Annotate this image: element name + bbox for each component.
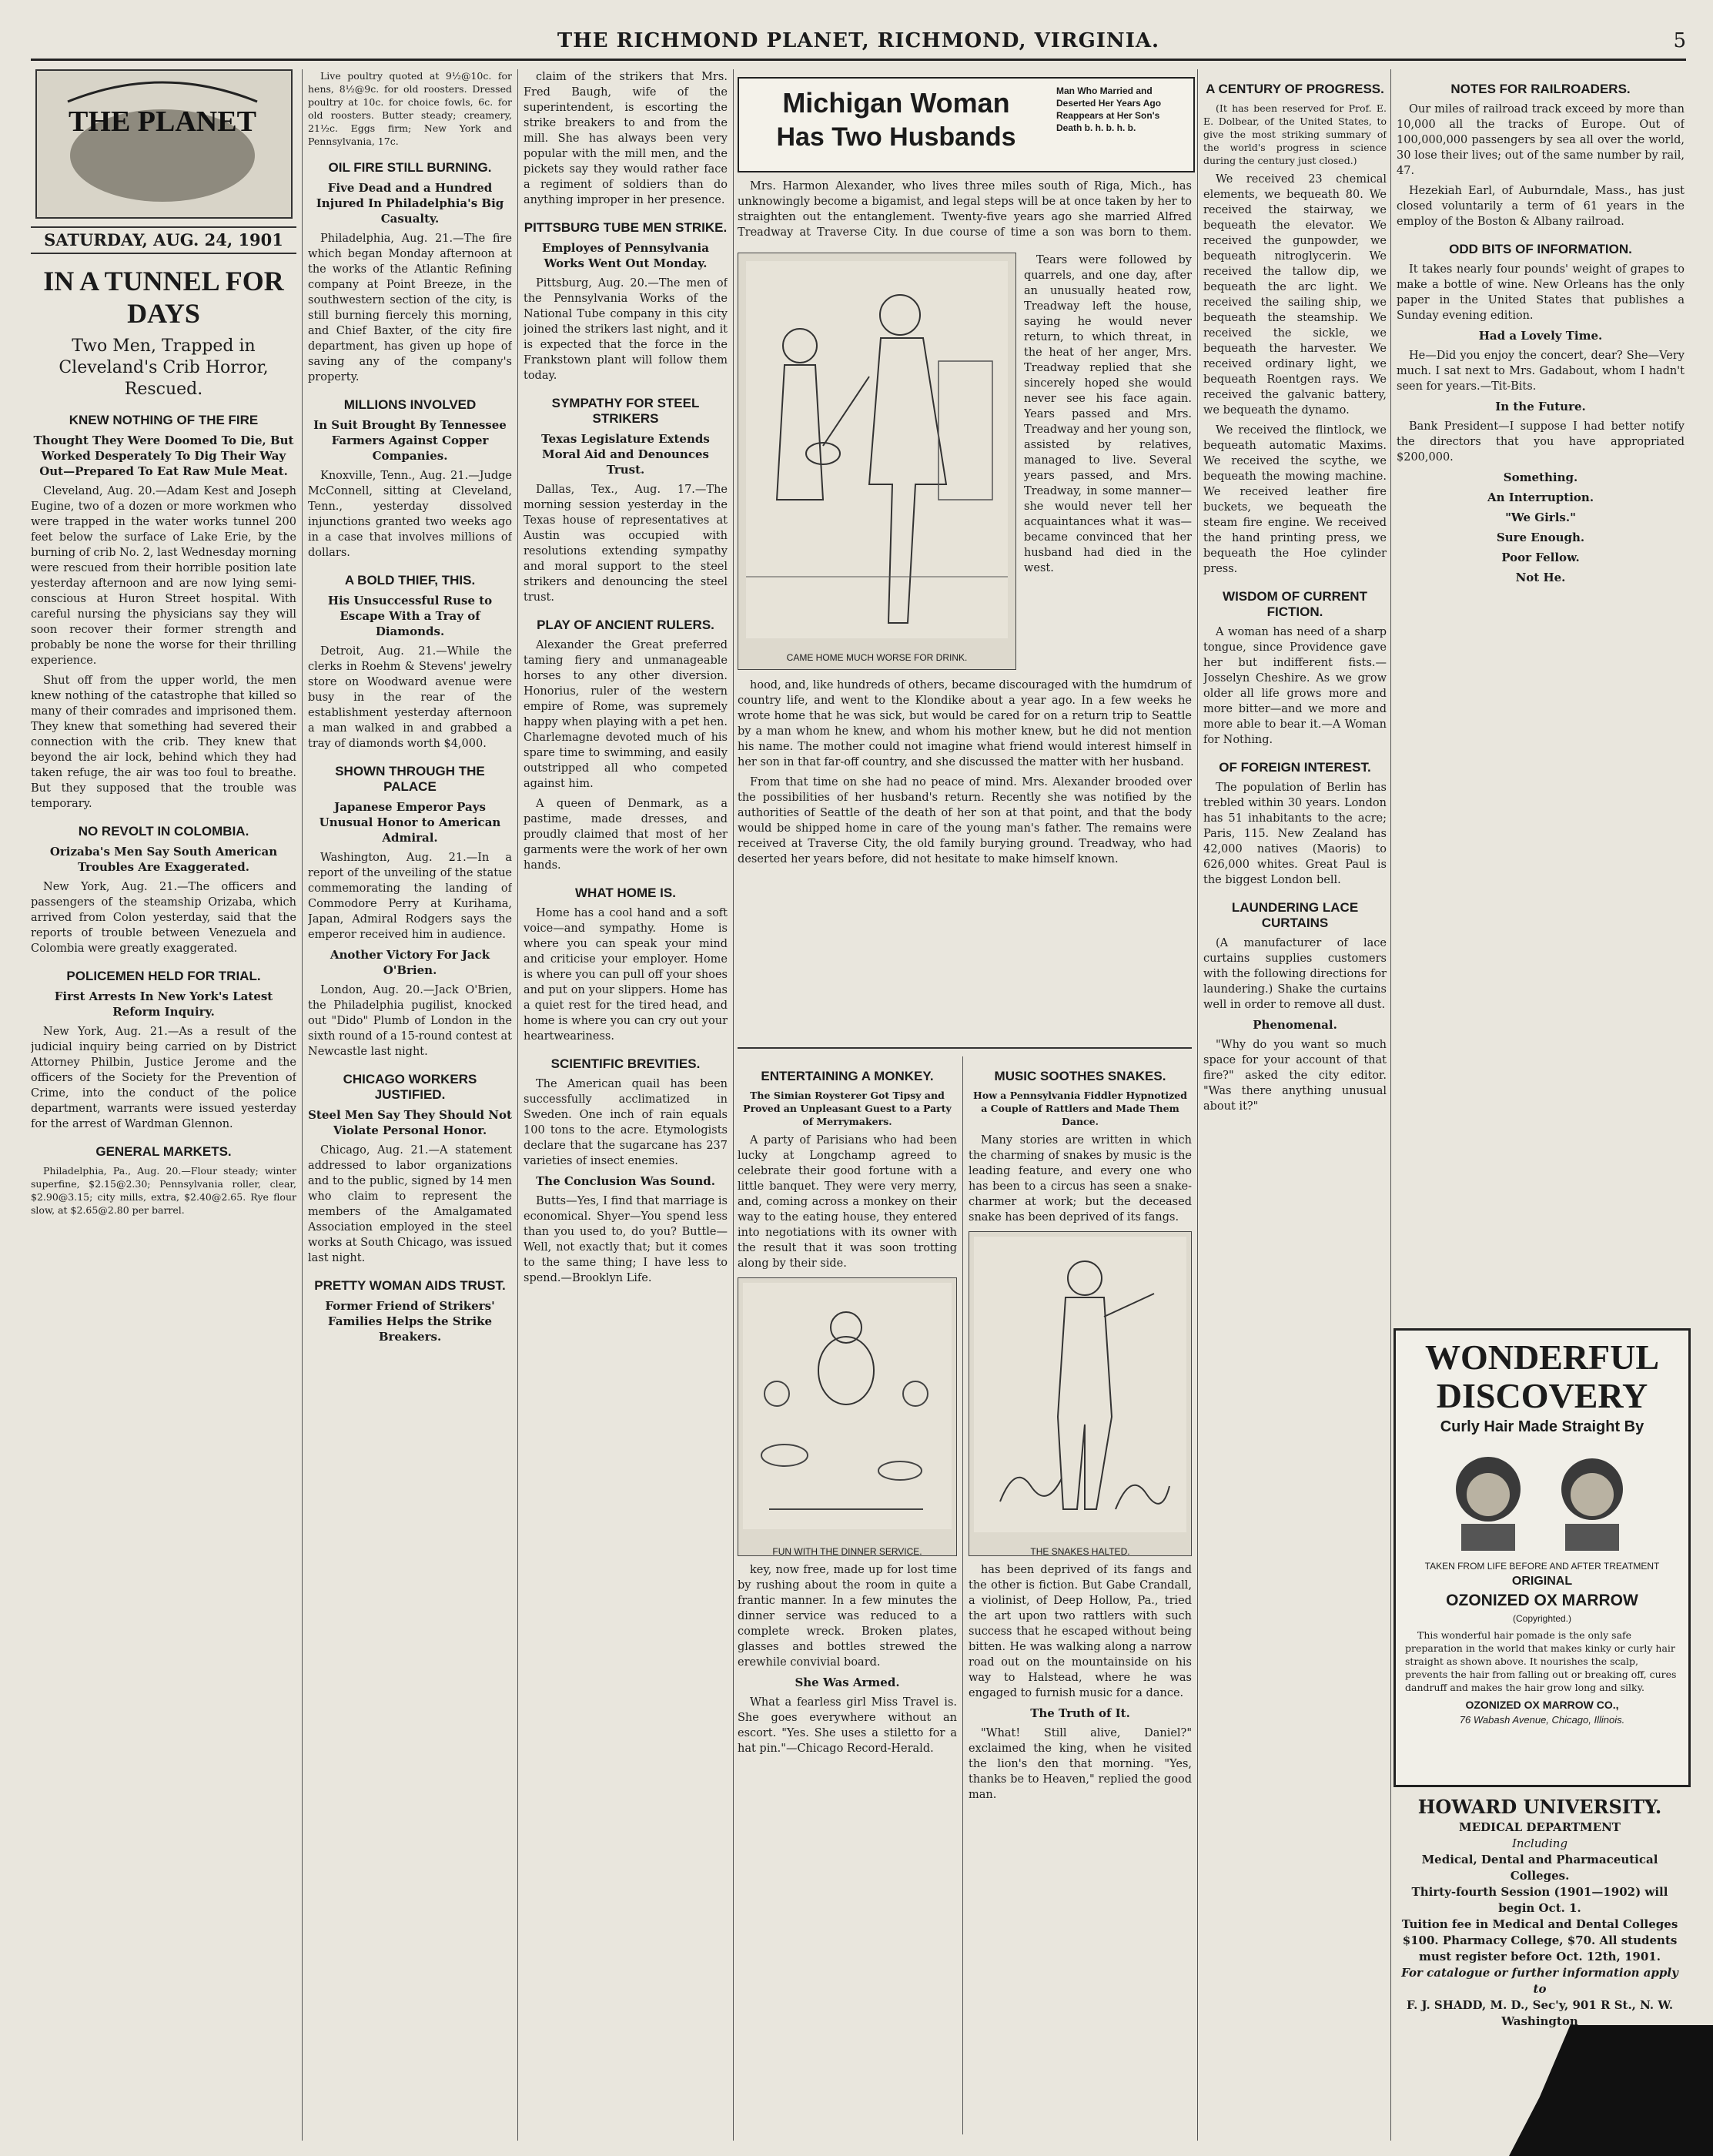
article-paragraph: (A manufacturer of lace curtains supplies customers with the following directions for laundering.) Shake the curtains well in order to remove all dust. — [1203, 937, 1387, 1011]
article-paragraph: Knoxville, Tenn., Aug. 21.—Judge McConnell, sitting at Cleveland, Tenn., yesterday dissolved injunctions granted two weeks ago in a case that involves millions of dollars. — [308, 470, 512, 559]
torn-page-corner — [1509, 2025, 1713, 2156]
article-paragraph: Cleveland, Aug. 20.—Adam Kest and Joseph Eugine, two of a dozen or more workmen who were trapped in the water works tunnel 200 feet below the surface of Lake Erie, by the burning of crib No. 2, last Wednesday morning were rescued from their horrible position late yesterday afternoon and are now lying semi-conscious at Huron Street hospital. With careful nursing the physicians say they will soon recover their former strength and probably be none the worse for their thrilling experience. — [31, 485, 296, 667]
headline-sympathy: SYMPATHY FOR STEEL STRIKERS — [551, 396, 700, 426]
deck-snakes: How a Pennsylvania Fiddler Hypnotized a Couple of Rattlers and Made Them Dance. — [973, 1090, 1187, 1127]
headline-interruption: An Interruption. — [1487, 490, 1594, 504]
masthead — [31, 26, 1686, 61]
article-paragraph: Philadelphia, Aug. 21.—The fire which began Monday afternoon at the works of the Atlantic Refining company at Point Breeze, in the southwestern section of the city, is still burning fiercely this morning, and Chief Baxter, of the city fire department, has given up hope of saving any of the company's property. — [308, 233, 512, 383]
progress-column — [1203, 69, 1387, 2141]
headline-foreign: OF FOREIGN INTEREST. — [1219, 760, 1371, 775]
deck-millions: In Suit Brought By Tennessee Farmers Against Copper Companies. — [313, 418, 507, 463]
before-after-portraits — [1396, 1439, 1684, 1555]
notes-column — [1397, 69, 1685, 1317]
column-3 — [524, 69, 728, 2141]
column-rule — [1197, 69, 1198, 2141]
headline-obrien: Another Victory For Jack O'Brien. — [330, 948, 490, 977]
article-paragraph: Dallas, Tex., Aug. 17.—The morning session yesterday in the Texas house of representatives at Austin was occupied with resolutions extending sympathy and moral support to the steel strikers and denouncing the steel trust. — [524, 484, 728, 604]
headline-lovely-time: Had a Lovely Time. — [1478, 329, 1603, 343]
headline-police: POLICEMEN HELD FOR TRIAL. — [66, 969, 261, 983]
ad-caption: TAKEN FROM LIFE BEFORE AND AFTER TREATMENT — [1424, 1561, 1660, 1572]
deck-oil-fire: Five Dead and a Hundred Injured In Philadelphia's Big Casualty. — [316, 181, 504, 226]
subhead-tunnel: Two Men, Trapped in Cleveland's Crib Horror, Rescued. — [59, 336, 269, 399]
drunk-man-illustration — [738, 253, 1016, 670]
banner-line-2: Has Two Husbands — [776, 122, 1016, 152]
headline-workers: CHICAGO WORKERS JUSTIFIED. — [343, 1072, 477, 1102]
deck-thief: His Unsuccessful Ruse to Escape With a Tray of Diamonds. — [327, 594, 493, 638]
column-rule — [733, 69, 734, 2141]
article-paragraph: The population of Berlin has trebled within 30 years. London has 51 inhabitants to the acre; Paris, 115. New Zealand has 42,000 natives (Maoris) to 626,000 whites. Great Paul is the biggest London bell. — [1203, 782, 1387, 886]
michigan-side-column — [1024, 253, 1192, 668]
headline-palace: SHOWN THROUGH THE PALACE — [335, 764, 485, 794]
michigan-banner — [738, 77, 1195, 172]
headline-sure-enough: Sure Enough. — [1496, 531, 1585, 544]
planet-logo — [35, 69, 293, 219]
headline-oil-fire: OIL FIRE STILL BURNING. — [328, 160, 492, 175]
banner-line-1: Michigan Woman — [782, 87, 1010, 119]
logo-text: THE PLANET — [68, 105, 256, 138]
column-rule — [302, 69, 303, 2141]
article-paragraph: A queen of Denmark, as a pastime, made dresses, and proudly claimed that most of her garments were the work of her own hands. — [524, 798, 728, 872]
headline-conclusion: The Conclusion Was Sound. — [536, 1174, 715, 1188]
column-2 — [308, 69, 512, 2141]
masthead-title: THE RICHMOND PLANET, RICHMOND, VIRGINIA. — [557, 29, 1160, 52]
howard-name: HOWARD UNIVERSITY. — [1417, 1796, 1662, 1818]
howard-university-advertisement — [1393, 1794, 1686, 2028]
deck-woman: Former Friend of Strikers' Families Helps the Strike Breakers. — [325, 1299, 495, 1344]
headline-not-he: Not He. — [1515, 571, 1566, 584]
article-paragraph: Bank President—I suppose I had better notify the directors that you have appropriated $200,000. — [1397, 420, 1685, 464]
article-paragraph: Alexander the Great preferred taming fiery and unmanageable horses to any other diversion. Honorius, ruler of the western empire of Rome, was supremely happy when playing with a pet hen. Charlemagne devoted much of his spare time to swimming, and easily outstripped all who competed against him. — [524, 639, 728, 790]
headline-snakes: MUSIC SOOTHES SNAKES. — [994, 1069, 1166, 1083]
howard-dept: MEDICAL DEPARTMENT — [1459, 1820, 1621, 1834]
deck-palace: Japanese Emperor Pays Unusual Honor to American Admiral. — [319, 800, 501, 845]
article-paragraph: has been deprived of its fangs and the other is fiction. But Gabe Crandall, a violinist, of Deep Hollow, Pa., tried the art upon two rattlers with such success that he escaped without being bitten. He was walking along a narrow road out on the mountainside on his way to Halstead, where he was engaged to furnish music for a dance. — [969, 1564, 1192, 1699]
howard-tuition: Tuition fee in Medical and Dental Colleges $100. Pharmacy College, $70. All students must register before Oct. 12th, 1901. — [1401, 1917, 1678, 1964]
article-paragraph: Detroit, Aug. 21.—While the clerks in Roehm & Stevens' jewelry store on Woodward avenue were busy in the rear of the establishment yesterday afternoon a man walked in and grabbed a tray of diamonds worth $4,000. — [308, 645, 512, 750]
monkey-caption: FUN WITH THE DINNER SERVICE. — [772, 1546, 922, 1557]
article-paragraph: We received 23 chemical elements, we bequeath 80. We received the stairway, we bequeath the elevator. We received the gunpowder, we bequeath nitroglycerin. We received the tallow dip, we bequeath the arc light. We received the sailing ship, we bequeath the steamship. We received the sickle, we bequeath the harvester. We received ordinary light, we bequeath Roentgen rays. We received the galvanic battery, we bequeath the dynamo. — [1203, 173, 1387, 417]
deck-thought-doomed: Thought They Were Doomed To Die, But Worked Desperately To Dig Their Way Out—Prepared To Eat Raw Mule Meat. — [33, 434, 294, 478]
column-rule — [962, 1056, 963, 2134]
headline-millions: MILLIONS INVOLVED — [343, 397, 477, 412]
snakes-caption: THE SNAKES HALTED. — [1030, 1546, 1130, 1557]
article-paragraph: Hezekiah Earl, of Auburndale, Mass., has just closed voluntarily a term of 61 years in the employ of the Boston & Albany railroad. — [1397, 185, 1685, 228]
article-paragraph: It takes nearly four pounds' weight of grapes to make a bottle of wine. New Orleans has the only paper in the United States that publishes a Sunday evening edition. — [1397, 263, 1685, 322]
monkey-drawing — [738, 1278, 956, 1536]
ad-subtitle: Curly Hair Made Straight By — [1440, 1418, 1644, 1435]
article-paragraph: "What! Still alive, Daniel?" exclaimed the king, when he visited the lion's den that morning. "Yes, thanks be to Heaven," replied the good man. — [969, 1727, 1192, 1801]
section-divider — [738, 1047, 1192, 1049]
ad-title: WONDERFUL DISCOVERY — [1424, 1337, 1660, 1415]
article-paragraph: "Why do you want so much space for your account of that fire?" asked the city editor. "Was there anything unusual about it?" — [1203, 1039, 1387, 1113]
article-paragraph: Tears were followed by quarrels, and one day, after an unusually heated row, Treadway left the house, saying he would never return, to which threat, in the heat of her anger, Mrs. Treadway replied that she sincerely hoped she would never see his face again. Years passed and Mrs. Treadway and her young son, assisted by relatives, managed to live. Several years passed, and Mrs. Treadway, in some manner—she would never tell her acquaintances what it was—became convinced that her husband had died in the west. — [1024, 254, 1192, 574]
headline-rulers: PLAY OF ANCIENT RULERS. — [537, 618, 714, 632]
column-1 — [31, 69, 296, 2141]
headline-phenomenal: Phenomenal. — [1253, 1018, 1337, 1032]
article-paragraph: Live poultry quoted at 9½@10c. for hens, 8½@9c. for old roosters. Dressed poultry at 10c. for choice fowls, 6c. for old roosters. Butter steady; creamery, 21½c. Eggs firm; New York and Pennsylvania, 17c. — [308, 70, 512, 147]
article-paragraph: hood, and, like hundreds of others, became discouraged with the humdrum of country life, and went to the Klondike about a year ago. In a few weeks he wrote home that he was sick, but would be cared for on a return trip to Seattle by a man whom he knew, and whom his mother knew, but he did not mention his name. The mother could not imagine what friend would interest himself in her son in that far-off country, and she discussed the matter with her husband. — [738, 679, 1192, 768]
deck-workers: Steel Men Say They Should Not Violate Personal Honor. — [308, 1108, 512, 1137]
headline-railroaders: NOTES FOR RAILROADERS. — [1450, 82, 1631, 96]
ad-company: OZONIZED OX MARROW CO., — [1465, 1699, 1619, 1711]
column-rule — [1390, 69, 1391, 2141]
deck-monkey: The Simian Roysterer Got Tipsy and Proved an Unpleasant Guest to a Party of Merrymakers. — [743, 1090, 952, 1127]
article-paragraph: Pittsburg, Aug. 20.—The men of the Pennsylvania Works of the National Tube company in this city joined the strikers last night, and it is expected that the force in the Frankstown plant will follow them today. — [524, 277, 728, 382]
article-paragraph: Shut off from the upper world, the men knew nothing of the catastrophe that killed so many of their comrades and imprisoned them. They knew that something had severed their connection with the crib. They knew that beyond the air lock, behind which they had taken refuge, the air was too foul to breathe. But they supposed that the trouble was temporary. — [31, 675, 296, 810]
howard-contact: F. J. SHADD, M. D., Sec'y, 901 R St., N. W. Washington — [1406, 1998, 1674, 2028]
article-paragraph: London, Aug. 20.—Jack O'Brien, the Philadelphia pugilist, knocked out "Dido" Plumb of London in the sixth round of a 15-round contest at Newcastle last night. — [308, 984, 512, 1058]
article-paragraph: New York, Aug. 21.—The officers and passengers of the steamship Orizaba, which arrived from Colon yesterday, said that the reports of trouble between Venezuela and Colombia were greatly exaggerated. — [31, 881, 296, 955]
article-paragraph: From that time on she had no peace of mind. Mrs. Alexander brooded over the possibilities of her husband's return. Recently she was notified by the authorities of Seattle of the death of her son at that point, and that the body would be shipped home in care of the young man's father. The remains were received at Traverse City, the old family burying ground. Treadway, who had deserted her years before, did not hesitate to make himself known. — [738, 776, 1192, 865]
article-paragraph: key, now free, made up for lost time by rushing about the room in quite a frantic manner. In a few minutes the dinner service was reduced to a complete wreck. Broken plates, glasses and bottles strewed the erewhile convivial board. — [738, 1564, 957, 1669]
article-paragraph: New York, Aug. 21.—As a result of the judicial inquiry being carried on by District Attorney Philbin, Justice Jerome and the officers of the Society for the Prevention of Crime, into the conduct of the police department, warrants were issued yesterday for the arrest of Wardman Glennon. — [31, 1026, 296, 1130]
headline-home: WHAT HOME IS. — [575, 886, 676, 900]
headline-monkey: ENTERTAINING A MONKEY. — [761, 1069, 934, 1083]
headline-markets: GENERAL MARKETS. — [95, 1144, 232, 1159]
headline-poor-fellow: Poor Fellow. — [1501, 551, 1580, 564]
fiddler-drawing — [969, 1232, 1191, 1536]
headline-we-girls: "We Girls." — [1505, 511, 1576, 524]
article-paragraph: Butts—Yes, I find that marriage is economical. Shyer—You spend less than you used to, do you? Buttle—Well, not exactly that; but it comes to the same thing; I have less to spend.—Brooklyn Life. — [524, 1195, 728, 1284]
headline-woman: PRETTY WOMAN AIDS TRUST. — [314, 1278, 506, 1293]
drunk-man-drawing — [738, 253, 1015, 646]
issue-date: SATURDAY, AUG. 24, 1901 — [31, 226, 296, 254]
article-paragraph: Home has a cool hand and a soft voice—and sympathy. Home is where you can speak your mind and criticise your employer. Home is where you can pull off your shoes and put on your slippers. Home has a quiet rest for the tired head, and home is where you can cry out your heartweariness. — [524, 907, 728, 1043]
banner-side-deck: Man Who Married and Deserted Her Years Ago Reappears at Her Son's Death b. h. b. h. b. — [1056, 85, 1162, 133]
article-paragraph: Chicago, Aug. 21.—A statement addressed to labor organizations and to the public, signed by 14 men who claim to represent the members of the Amalgamated Association employed in the steel works at South Chicago, was issued last night. — [308, 1144, 512, 1264]
howard-colleges: Medical, Dental and Pharmaceutical Colleges. — [1421, 1853, 1658, 1883]
headline-truth: The Truth of It. — [1030, 1706, 1130, 1720]
headline-thief: A BOLD THIEF, THIS. — [344, 573, 476, 588]
headline-progress: A CENTURY OF PROGRESS. — [1206, 82, 1384, 96]
headline-lace: LAUNDERING LACE CURTAINS — [1231, 900, 1359, 930]
michigan-continued — [738, 678, 1192, 1040]
drunk-man-caption: CAME HOME MUCH WORSE FOR DRINK. — [786, 652, 968, 663]
headline-future: In the Future. — [1495, 400, 1586, 413]
deck-knew-nothing: KNEW NOTHING OF THE FIRE — [69, 413, 259, 427]
article-paragraph: (It has been reserved for Prof. E. E. Dolbear, of the United States, to give the most striking summary of the world's progress in science during the century just closed.) — [1203, 102, 1387, 166]
headline-fiction: WISDOM OF CURRENT FICTION. — [1223, 589, 1367, 619]
michigan-intro — [738, 179, 1192, 240]
deck-police: First Arrests In New York's Latest Reform Inquiry. — [54, 989, 273, 1019]
logo-illustration — [37, 71, 288, 214]
headline-colombia: NO REVOLT IN COLOMBIA. — [78, 824, 249, 839]
article-paragraph: Philadelphia, Pa., Aug. 20.—Flour steady; winter superfine, $2.15@2.30; Pennsylvania roller, clear, $2.90@3.15; city mills, extra, $2.40@2.65. Rye flour slow, at $2.65@2.80 per barrel. — [31, 1165, 296, 1216]
article-paragraph: Many stories are written in which the charming of snakes by music is the leading feature, and every one who has been to a circus has seen a snake-charmer at work; but the deceased snake has been deprived of its fangs. — [969, 1134, 1192, 1224]
headline-tube: PITTSBURG TUBE MEN STRIKE. — [524, 220, 728, 235]
deck-sympathy: Texas Legislature Extends Moral Aid and Denounces Trust. — [541, 432, 710, 477]
ad-copyright: (Copyrighted.) — [1512, 1613, 1572, 1624]
howard-session: Thirty-fourth Session (1901—1902) will begin Oct. 1. — [1411, 1885, 1668, 1915]
ad-product: OZONIZED OX MARROW — [1446, 1592, 1638, 1609]
article-paragraph: A woman has need of a sharp tongue, since Providence gave her but indifferent fists.—Josselyn Cheshire. As we grow older all life grows more and more bitter—and we more and more able to bear it.—A Woman for Nothing. — [1203, 626, 1387, 746]
deck-tube: Employes of Pennsylvania Works Went Out Monday. — [542, 241, 709, 270]
ad-original: ORIGINAL — [1511, 1575, 1573, 1588]
howard-including: Including — [1511, 1836, 1568, 1850]
deck-colombia: Orizaba's Men Say South American Troubles Are Exaggerated. — [49, 845, 278, 874]
ad-address: 76 Wabash Avenue, Chicago, Illinois. — [1459, 1714, 1625, 1726]
article-paragraph: What a fearless girl Miss Travel is. She goes everywhere without an escort. "Yes. She uses a stiletto for a hat pin."—Chicago Record-Herald. — [738, 1696, 957, 1755]
headline-scientific: SCIENTIFIC BREVITIES. — [550, 1056, 701, 1071]
headline-something: Something. — [1503, 470, 1578, 484]
snakes-column — [969, 1056, 1192, 2134]
article-paragraph: A party of Parisians who had been lucky at Longchamp agreed to celebrate their good fortune with a little banquet. They were very merry, and, coming across a monkey on their way to the eating house, they entered into negotiations with its owner with the result that it was soon trotting along by their side. — [738, 1134, 957, 1270]
article-paragraph: He—Did you enjoy the concert, dear? She—Very much. I sat next to Mrs. Gadabout, whom I hadn't seen for years.—Tit-Bits. — [1397, 350, 1685, 393]
article-paragraph: Mrs. Harmon Alexander, who lives three miles south of Riga, Mich., has unknowingly become a bigamist, and legal steps will be at once taken by her to straighten out the entanglement. Twenty-five years ago she married Alfred Treadway at Traverse City. In due course of time a son was born to them. — [738, 180, 1192, 239]
headline-tunnel: IN A TUNNEL FOR DAYS — [43, 266, 284, 329]
banner-title — [750, 86, 1042, 154]
monkey-column — [738, 1056, 957, 2134]
article-paragraph: The American quail has been successfully acclimatized in Sweden. One inch of rain equals 100 tons to the acre. Etymologists declare that the sugarcane has 237 varieties of insect enemies. — [524, 1078, 728, 1167]
article-paragraph: We received the flintlock, we bequeath automatic Maxims. We received the scythe, we bequeath the mowing machine. We received leather fire buckets, we bequeath the steam fire engine. We received the hand printing press, we bequeath the Hoe cylinder press. — [1203, 424, 1387, 575]
howard-catalog: For catalogue or further information apply to — [1401, 1966, 1678, 1996]
headline-armed: She Was Armed. — [795, 1676, 900, 1689]
ad-body: This wonderful hair pomade is the only safe preparation in the world that makes kinky or curly hair straight as shown above. It nourishes the scalp, prevents the hair from falling out or breaking off, cures dandruff and makes the hair grow long and silky. — [1405, 1629, 1677, 1693]
snakes-illustration — [969, 1231, 1192, 1556]
monkey-illustration — [738, 1277, 957, 1556]
article-paragraph: Our miles of railroad track exceed by more than 10,000 all the tracks of Europe. Out of 100,000,000 passengers by sea all over the world, 30 lose their lives; out of the same number by rail, 47. — [1397, 103, 1685, 177]
headline-odd-bits: ODD BITS OF INFORMATION. — [1449, 242, 1632, 256]
ox-marrow-advertisement — [1393, 1328, 1691, 1787]
column-rule — [517, 69, 518, 2141]
page-number: 5 — [1673, 29, 1686, 52]
article-paragraph: Washington, Aug. 21.—In a report of the unveiling of the statue commemorating the landing of Commodore Perry at Kurihama, Japan, Admiral Rodgers says the emperor received him in audience. — [308, 852, 512, 941]
article-paragraph: claim of the strikers that Mrs. Fred Baugh, wife of the superintendent, is escorting the strike breakers to and from the mill. She has always been very popular with the mill men, and the pickets say they would rather face a regiment of soldiers than do anything improper in her presence. — [524, 71, 728, 206]
